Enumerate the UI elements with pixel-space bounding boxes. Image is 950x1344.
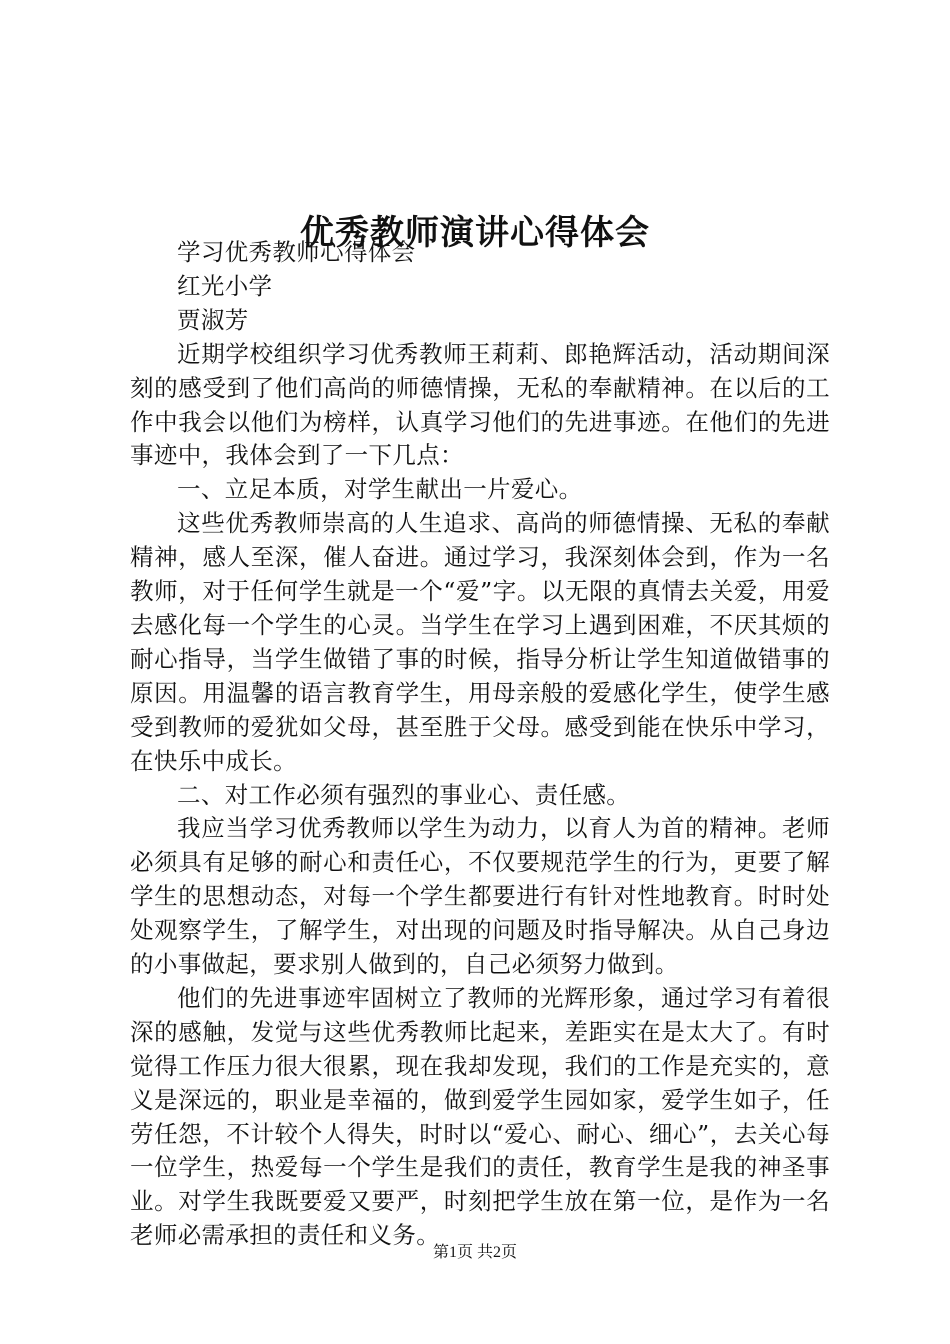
section-one-paragraph: 这些优秀教师崇高的人生追求、高尚的师德情操、无私的奉献精神，感人至深，催人奋进。通过学习，我深刻体会到，作为一名教师，对于任何学生就是一个“爱”字。以无限的真情去关爱，用爱去感化每一个学生的心灵。当学生在学习上遇到困难，不厌其烦的耐心指导，当学生做错了事的时候，指导分析让学生知道做错事的原因。用温馨的语言教育学生，用母亲般的爱感化学生，使学生感受到教师的爱犹如父母，甚至胜于父母。感受到能在快乐中学习，在快乐中成长。 (130, 509, 830, 775)
section-heading-two: 二、对工作必须有强烈的事业心、责任感。 (177, 780, 631, 809)
document-title: 优秀教师演讲心得体会 (300, 212, 650, 253)
document-body (130, 236, 830, 1253)
section-heading-one: 一、立足本质，对学生献出一片爱心。 (177, 475, 583, 504)
subtitle-paragraph: 学习优秀教师心得体会 (177, 238, 416, 266)
section-two-paragraph: 我应当学习优秀教师以学生为动力，以育人为首的精神。老师必须具有足够的耐心和责任心，不仅要规范学生的行为，更要了解学生的思想动态，对每一个学生都要进行有针对性地教育。时时处处观察学生，了解学生，对出现的问题及时指导解决。从自己身边的小事做起，要求别人做到的，自己必须努力做到。 (130, 814, 830, 979)
conclusion-paragraph: 他们的先进事迹牢固树立了教师的光辉形象，通过学习有着很深的感触，发觉与这些优秀教师比起来，差距实在是太大了。有时觉得工作压力很大很累，现在我却发现，我们的工作是充实的，意义是深远的，职业是幸福的，做到爱学生园如家，爱学生如子，任劳任怨，不计较个人得失，时时以“爱心、耐心、细心”，去关心每一位学生，热爱每一个学生是我们的责任，教育学生是我的神圣事业。对学生我既要爱又要严，时刻把学生放在第一位，是作为一名老师必需承担的责任和义务。 (130, 983, 830, 1250)
school-name-paragraph: 红光小学 (177, 271, 273, 300)
author-name-paragraph: 贾淑芳 (177, 305, 249, 334)
intro-paragraph: 近期学校组织学习优秀教师王莉莉、郎艳辉活动，活动期间深刻的感受到了他们高尚的师德情操，无私的奉献精神。在以后的工作中我会以他们为榜样，认真学习他们的先进事迹。在他们的先进事迹中，我体会到了一下几点： (130, 339, 830, 470)
page-number-footer: 第1页 共2页 (432, 1244, 517, 1261)
